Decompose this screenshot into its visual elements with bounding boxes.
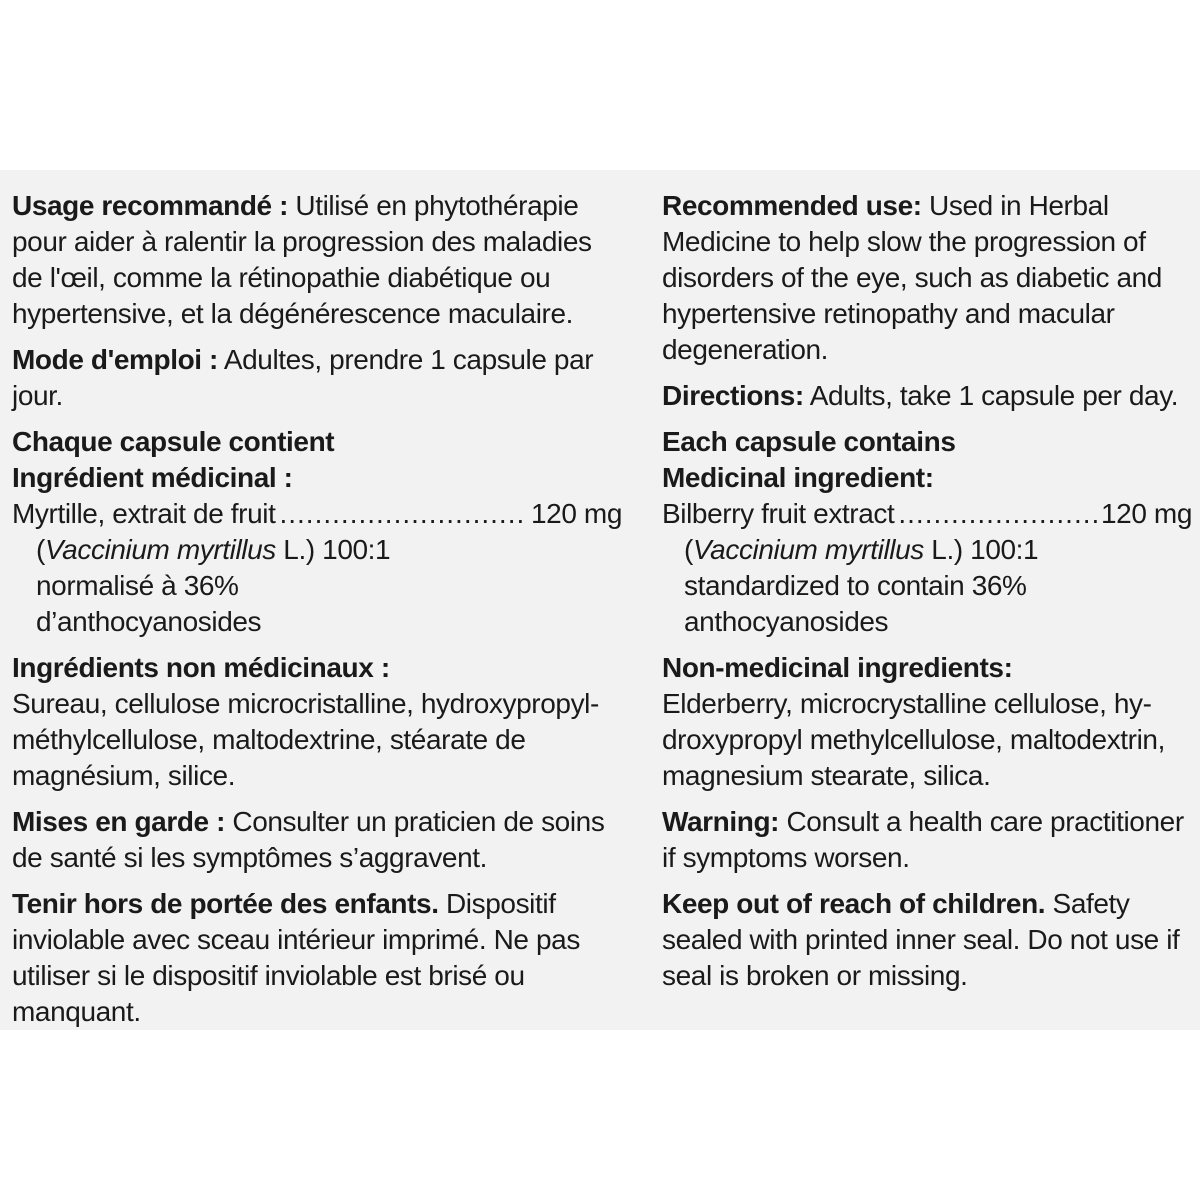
usage-text-en-4: hypertensive retinopathy and macular [662, 298, 1115, 329]
keep-text-en-1: Safety [1045, 888, 1130, 919]
nonmed-text-en-2: droxypropyl methylcellulose, maltodextrin, [662, 724, 1165, 755]
warning-text-en-1: Consult a health care practitioner [779, 806, 1184, 837]
usage-block-fr [12, 188, 622, 332]
warning-label-en: Warning: [662, 806, 780, 837]
ingredient-detail-fr-1: normalisé à 36% [36, 570, 239, 601]
warning-text-en-2: if symptoms worsen. [662, 842, 910, 873]
warning-block-fr [12, 804, 622, 876]
dot-leader-fr [279, 496, 527, 532]
keep-block-en [662, 886, 1192, 994]
nonmed-text-en-3: magnesium stearate, silica. [662, 760, 991, 791]
label-panel [0, 170, 1200, 1030]
keep-block-fr [12, 886, 622, 1030]
medicinal-heading-fr: Ingrédient médicinal : [12, 462, 293, 493]
ingredient-detail-fr-2: d’anthocyanosides [36, 606, 262, 637]
usage-label-en: Recommended use: [662, 190, 922, 221]
keep-text-en-3: seal is broken or missing. [662, 960, 968, 991]
usage-text-fr-3: de l'œil, comme la rétinopathie diabétique ou [12, 262, 551, 293]
usage-text-en-5: degeneration. [662, 334, 829, 365]
latin-name-fr: Vaccinium myrtillus [44, 534, 276, 565]
warning-text-fr-1: Consulter un praticien de soins [225, 806, 605, 837]
usage-text-en-1: Used in Herbal [921, 190, 1109, 221]
mode-block-en [662, 378, 1192, 414]
warning-label-fr: Mises en garde : [12, 806, 226, 837]
french-column [12, 188, 622, 1030]
ingredient-line-en [662, 496, 1192, 532]
medicinal-heading-en: Medicinal ingredient: [662, 462, 934, 493]
mode-block-fr [12, 342, 622, 414]
latin-open-fr: ( [36, 534, 45, 565]
nonmed-text-fr-3: magnésium, silice. [12, 760, 236, 791]
keep-text-fr-3: utiliser si le dispositif inviolable est brisé ou [12, 960, 525, 991]
usage-text-fr-1: Utilisé en phytothérapie [288, 190, 579, 221]
latin-rest-fr: L.) 100:1 [275, 534, 391, 565]
nonmed-text-fr-2: méthylcellulose, maltodextrine, stéarate de [12, 724, 526, 755]
keep-text-en-2: sealed with printed inner seal. Do not use if [662, 924, 1180, 955]
nonmed-block-fr [12, 650, 622, 794]
nonmed-text-en-1: Elderberry, microcrystalline cellulose, hy- [662, 688, 1152, 719]
capsule-heading-en: Each capsule contains [662, 426, 956, 457]
mode-label-en: Directions: [662, 380, 804, 411]
warning-block-en [662, 804, 1192, 876]
capsule-heading-fr: Chaque capsule contient [12, 426, 335, 457]
keep-label-fr: Tenir hors de portée des enfants. [12, 888, 439, 919]
mode-text-en-1: Adults, take 1 capsule per day. [803, 380, 1179, 411]
keep-text-fr-1: Dispositif [438, 888, 556, 919]
ingredient-amount-en: 120 mg [1101, 498, 1192, 529]
ingredient-block-fr [12, 424, 622, 640]
ingredient-detail-en-1: standardized to contain 36% [684, 570, 1027, 601]
ingredient-amount-fr: 120 mg [531, 498, 622, 529]
ingredient-block-en [662, 424, 1192, 640]
nonmed-label-en: Non-medicinal ingredients: [662, 652, 1013, 683]
ingredient-name-fr: Myrtille, extrait de fruit [12, 498, 276, 529]
usage-label-fr: Usage recommandé : [12, 190, 289, 221]
nonmed-label-fr: Ingrédients non médicinaux : [12, 652, 390, 683]
usage-block-en [662, 188, 1192, 368]
nonmed-text-fr-1: Sureau, cellulose microcristalline, hydroxypropyl- [12, 688, 599, 719]
english-column [662, 188, 1192, 1004]
keep-text-fr-4: manquant. [12, 996, 141, 1027]
usage-text-en-3: disorders of the eye, such as diabetic and [662, 262, 1162, 293]
mode-label-fr: Mode d'emploi : [12, 344, 218, 375]
latin-rest-en: L.) 100:1 [923, 534, 1039, 565]
keep-text-fr-2: inviolable avec sceau intérieur imprimé. Ne pas [12, 924, 580, 955]
ingredient-name-en: Bilberry fruit extract [662, 498, 895, 529]
dot-leader-en [898, 496, 1097, 532]
latin-name-en: Vaccinium myrtillus [692, 534, 924, 565]
mode-text-fr-1: Adultes, prendre 1 capsule par [217, 344, 594, 375]
usage-text-en-2: Medicine to help slow the progression of [662, 226, 1146, 257]
mode-text-fr-2: jour. [12, 380, 63, 411]
latin-open-en: ( [684, 534, 693, 565]
usage-text-fr-2: pour aider à ralentir la progression des maladies [12, 226, 592, 257]
nonmed-block-en [662, 650, 1192, 794]
keep-label-en: Keep out of reach of children. [662, 888, 1046, 919]
warning-text-fr-2: de santé si les symptômes s’aggravent. [12, 842, 488, 873]
usage-text-fr-4: hypertensive, et la dégénérescence maculaire. [12, 298, 574, 329]
ingredient-line-fr [12, 496, 622, 532]
ingredient-detail-en-2: anthocyanosides [684, 606, 889, 637]
